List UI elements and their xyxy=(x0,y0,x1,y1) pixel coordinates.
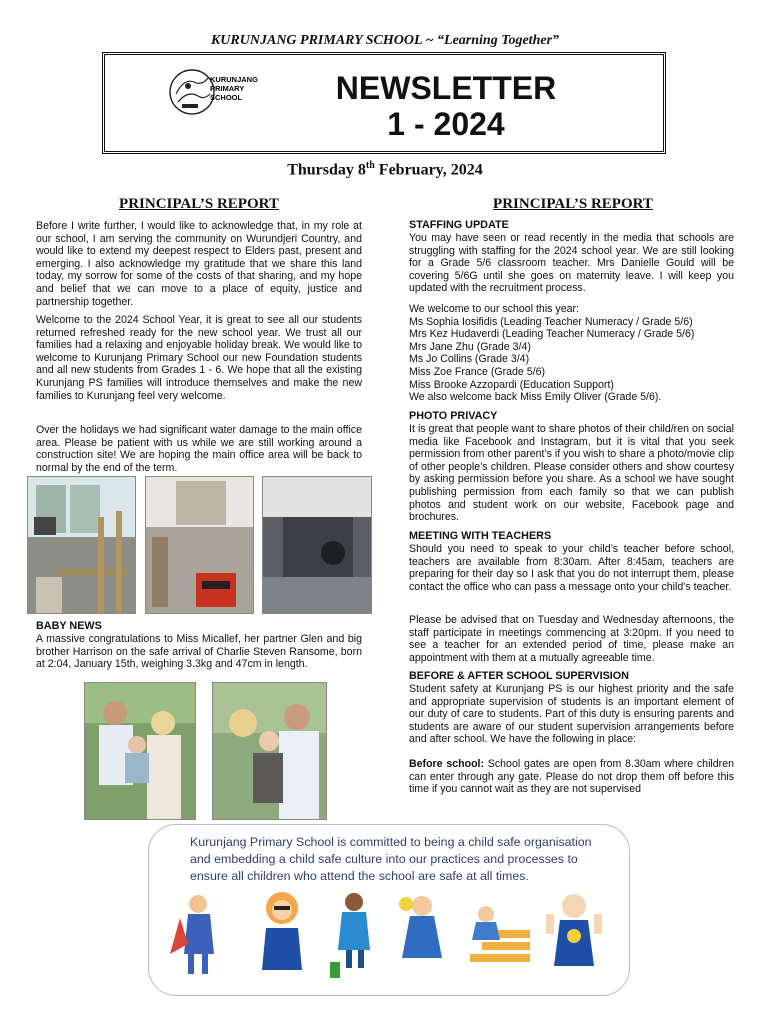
meeting-teachers-text-2: Please be advised that on Tuesday and Wednesday afternoons, the staff participate in meetings commencing at 3:20pm. If you need to see a teacher for an extended period of time, please make an appointment with them at a mutually agreeable time. xyxy=(409,614,734,664)
staff-list-item: Ms Jo Collins (Grade 3/4) xyxy=(409,353,530,366)
before-school-label: Before school: xyxy=(409,758,485,770)
staff-list-item: Mrs Kez Hudaverdi (Leading Teacher Numeracy / Grade 5/6) xyxy=(409,328,695,341)
newsletter-date xyxy=(0,160,770,179)
baby-photo-2 xyxy=(212,682,327,820)
supervision-text: Student safety at Kurunjang PS is our highest priority and the safe and appropriate supervision of students is an important element of our duty of care to students. Part of this duty is ensuring parents and students are aware of our student supervision arrangements before and after school. We have the following in place: xyxy=(409,683,734,746)
school-motto-line: KURUNJANG PRIMARY SCHOOL ~ “Learning Together” xyxy=(210,33,560,48)
logo-text-1: KURUNJANG xyxy=(210,75,258,84)
newsletter-title-line1: NEWSLETTER xyxy=(335,70,557,106)
acknowledgement-paragraph: Before I write further, I would like to acknowledge that, in my role at our school, I am serving the community on Wurundjeri Country, and would like to extend my deepest respect to Elders past, present and emerging. I also acknowledge my gratitude that we share this land today, my sorrow for some of the costs of that sharing, and my hope and belief that we can move to a place of equity, justice and partnership together. xyxy=(36,220,362,308)
water-damage-paragraph: Over the holidays we had significant water damage to the main office area. Please be patient with us while we are still working around a construction site! We are hoping the main office area will be back to normal by the end of the term. xyxy=(36,424,362,474)
staffing-text: You may have seen or read recently in the media that schools are struggling with staffing for the 2024 school year. We are still looking for a Grade 5/6 classroom teacher. Mrs Danielle Gould will be covering 5/6G until she goes on maternity leave. I will keep you updated with the recruitment process. xyxy=(409,232,734,295)
staffing-heading: STAFFING UPDATE xyxy=(409,219,509,231)
superhero-child-1 xyxy=(170,895,214,974)
baby-news-heading: BABY NEWS xyxy=(36,620,102,632)
supervision-heading: BEFORE & AFTER SCHOOL SUPERVISION xyxy=(409,670,629,682)
staff-list-welcome-back: We also welcome back Miss Emily Oliver (Grade 5/6). xyxy=(409,391,662,404)
welcome-paragraph: Welcome to the 2024 School Year, it is great to see all our students returned refreshed ready for the new school year. We trust all our families had a relaxing and enjoyable holiday break. We would like to welcome to Kurunjang Primary School our new Foundation students and all new students from Grades 1 - 6. We hope that all the existing Kurunjang PS families will introduce themselves and make the new families to Kurunjang feel very welcome. xyxy=(36,314,362,402)
newsletter-issue: 1 - 2024 xyxy=(387,106,505,142)
left-principal-heading: PRINCIPAL’S REPORT xyxy=(119,196,279,212)
staff-list-item: Miss Zoe France (Grade 5/6) xyxy=(409,365,545,378)
before-school-detail: School gates are open from 8.30am where children can enter through any gate. Please do not drop them off before this time if you cannot wait as they are not supervised xyxy=(409,758,734,796)
right-principal-heading: PRINCIPAL’S REPORT xyxy=(493,196,653,212)
superhero-child-2 xyxy=(262,892,302,970)
newsletter-title xyxy=(330,70,562,142)
staff-list-intro: We welcome to our school this year: xyxy=(409,303,579,315)
superhero-child-5 xyxy=(470,906,530,962)
school-logo xyxy=(168,64,258,126)
photo-privacy-heading: PHOTO PRIVACY xyxy=(409,410,498,422)
superhero-child-4 xyxy=(399,896,442,958)
office-photo-1 xyxy=(27,476,136,614)
staff-list-item: Miss Brooke Azzopardi (Education Support) xyxy=(409,378,614,391)
office-photo-3 xyxy=(262,476,372,614)
staff-list xyxy=(409,303,734,404)
superhero-child-3 xyxy=(330,893,370,978)
staff-list-item: Mrs Jane Zhu (Grade 3/4) xyxy=(409,340,531,353)
meeting-teachers-text-1: Should you need to speak to your child’s teacher before school, teachers are available from 8:30am. After 8:45am, teachers are preparing for their day so I ask that you do not interrupt them, please contact the office who can pass a message onto your child’s teacher. xyxy=(409,543,734,593)
date-month-year: February, 2024 xyxy=(374,161,483,179)
office-photo-2 xyxy=(145,476,254,614)
date-suffix: th xyxy=(365,160,375,171)
logo-text-2: PRIMARY xyxy=(210,84,245,93)
baby-photo-1 xyxy=(84,682,196,820)
superhero-child-6 xyxy=(546,894,602,966)
child-safe-statement: Kurunjang Primary School is committed to being a child safe organisation and embedding a child safe culture into our practices and processes to ensure all children who attend the school are safe at all times. xyxy=(190,835,592,883)
staff-list-item: Ms Sophia Iosifidis (Leading Teacher Numeracy / Grade 5/6) xyxy=(409,315,693,328)
logo-text-3: SCHOOL xyxy=(210,93,243,102)
baby-news-text: A massive congratulations to Miss Micallef, her partner Glen and big brother Harrison on the safe arrival of Charlie Steven Ransome, born at 2:04, January 15th, weighing 3.3kg and 47cm in length. xyxy=(36,633,362,671)
date-day: Thursday 8 xyxy=(287,161,366,179)
meeting-teachers-heading: MEETING WITH TEACHERS xyxy=(409,530,552,542)
before-school-text xyxy=(409,758,734,796)
photo-privacy-text: It is great that people want to share photos of their child/ren on social media like Facebook and Instagram, but it is vital that you seek permission from other parent’s if you wish to share a photo/movie clip of other people’s children. Please consider others and show courtesy by asking permission before you share. As a school we have sought publishing permission from each family so that we can publish photos and student work on our website, Facebook page and brochures. xyxy=(409,423,734,524)
superhero-children-illustration xyxy=(170,884,610,984)
